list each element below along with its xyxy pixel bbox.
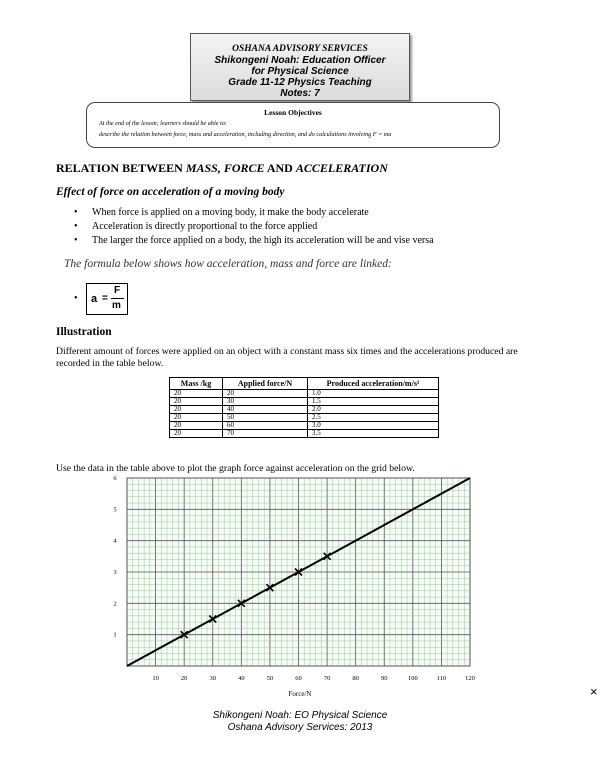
y-tick-label: 3 (113, 569, 117, 576)
x-tick-label: 60 (295, 675, 302, 682)
cell: 30 (223, 398, 308, 406)
title-part-4: ACCELERATION (295, 161, 388, 175)
y-tick-label: 6 (113, 475, 117, 482)
bullet-text-3: The larger the force applied on a body, the high its acceleration will be and vise versa (92, 235, 434, 246)
cell: 2.0 (308, 406, 439, 414)
cell: 60 (223, 422, 308, 430)
table-row (170, 390, 439, 398)
x-tick-label: 70 (323, 675, 331, 682)
x-tick-label: 80 (352, 675, 359, 682)
data-table (169, 377, 439, 438)
footer-line-1: Shikongeni Noah: EO Physical Science (212, 710, 388, 721)
y-tick-label: 1 (113, 631, 117, 639)
cell: 2.5 (308, 414, 439, 422)
cell: 3.5 (308, 430, 439, 438)
bullet-dot: • (74, 221, 78, 232)
header-acceleration: Produced acceleration/m/s² (308, 378, 439, 390)
title-part-3: AND (264, 161, 296, 175)
y-tick-label: 4 (113, 537, 117, 545)
header-grade: Grade 11-12 Physics Teaching (228, 77, 372, 88)
formula-lhs: a (91, 293, 98, 305)
cell: 20 (170, 422, 223, 430)
x-tick-label: 30 (209, 675, 216, 682)
cell: 70 (223, 430, 308, 438)
table-row (170, 406, 439, 414)
cell: 20 (170, 414, 223, 422)
x-tick-label: 50 (266, 675, 274, 682)
table-row (170, 422, 439, 430)
illustration-text: Different amount of forces were applied on an object with a constant mass six times and the accelerations produced are recorded in the table below. (56, 346, 518, 369)
header-org: OSHANA ADVISORY SERVICES (232, 44, 368, 54)
objectives-goal: describe the relation between force, mass and acceleration, including direction, and do calculations involving F = ma (99, 131, 392, 138)
header-author: Shikongeni Noah: Education Officer (214, 55, 386, 66)
header-box (190, 33, 410, 101)
cell: 20 (170, 406, 223, 414)
x-tick-label: 40 (238, 675, 245, 682)
header-subject: for Physical Science (251, 66, 349, 77)
stray-x-mark: × (590, 684, 598, 699)
formula-equals: = (102, 293, 108, 304)
y-tick-label: 2 (113, 600, 117, 608)
formula-denominator: m (112, 300, 121, 311)
page-title (56, 161, 388, 176)
bullet-dot: • (74, 235, 78, 246)
force-acceleration-graph (0, 470, 600, 705)
cell: 20 (170, 430, 223, 438)
objectives-intro: At the end of the lesson; learners should be able to: (99, 120, 227, 127)
section-title: Effect of force on acceleration of a moving body (56, 186, 285, 198)
illustration-title: Illustration (56, 326, 112, 338)
table-row (170, 398, 439, 406)
header-notes: Notes: 7 (280, 88, 320, 99)
footer-line-2: Oshana Advisory Services: 2013 (227, 722, 373, 733)
title-part-1: RELATION BETWEEN (56, 161, 186, 175)
header-force: Applied force/N (223, 378, 308, 390)
objectives-title: Lesson Objectives (264, 108, 322, 117)
bullet-dot: • (74, 207, 78, 218)
x-tick-label: 90 (381, 675, 388, 682)
table-row (170, 414, 439, 422)
cell: 20 (170, 398, 223, 406)
cell: 40 (223, 406, 308, 414)
formula-intro: The formula below shows how acceleration, mass and force are linked: (64, 258, 392, 270)
x-tick-label: 110 (436, 675, 447, 682)
bullet-dot: • (74, 293, 78, 304)
bullet-text-2: Acceleration is directly proportional to the force applied (92, 221, 318, 232)
x-axis-label: Force/N (288, 690, 312, 698)
title-part-2: MASS, FORCE (185, 161, 265, 175)
formula-numerator: F (114, 285, 121, 296)
x-tick-label: 10 (152, 675, 159, 682)
bullet-text-1: When force is applied on a moving body, it make the body accelerate (92, 207, 369, 218)
cell: 20 (170, 390, 223, 398)
y-tick-label: 5 (113, 506, 117, 514)
table-row (170, 430, 439, 438)
header-mass: Mass /kg (170, 378, 223, 390)
cell: 1.5 (308, 398, 439, 406)
lesson-objectives-box (86, 102, 500, 148)
cell: 1.0 (308, 390, 439, 398)
plot-instruction: Use the data in the table above to plot the graph force against acceleration on the grid below. (56, 463, 415, 474)
cell: 50 (223, 414, 308, 422)
x-tick-label: 20 (180, 675, 188, 682)
formula-box (86, 283, 128, 315)
table-header-row (170, 378, 439, 390)
cell: 3.0 (308, 422, 439, 430)
fraction-bar (111, 298, 124, 299)
x-tick-label: 100 (407, 675, 418, 682)
x-tick-label: 120 (465, 675, 475, 682)
cell: 20 (223, 390, 308, 398)
